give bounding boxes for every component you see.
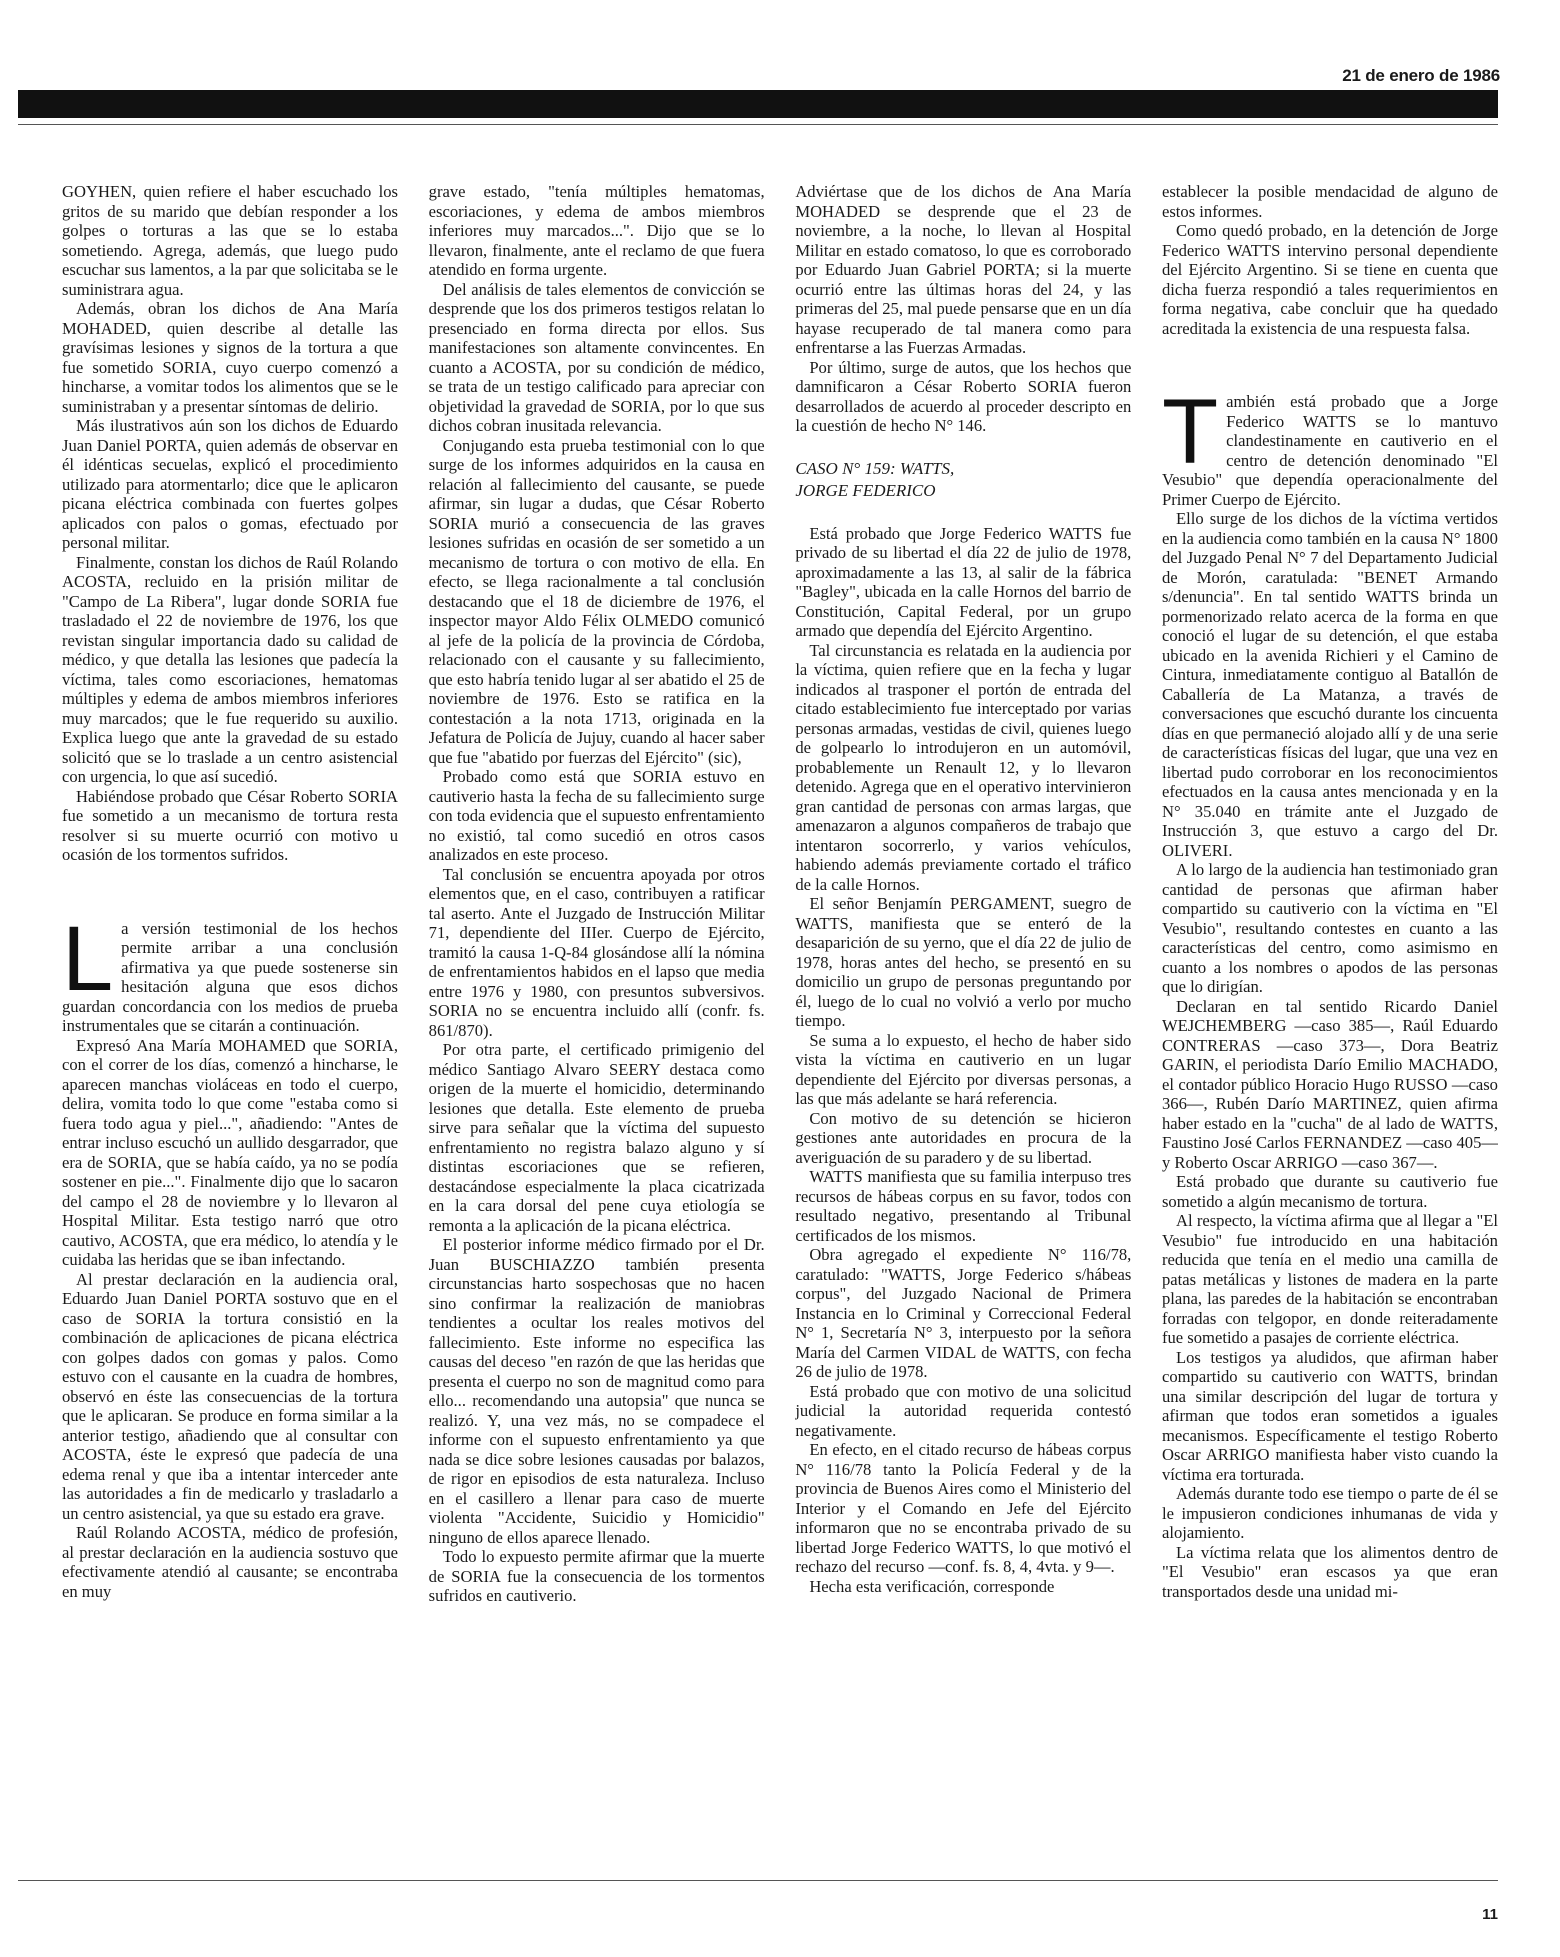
paragraph: Declaran en tal sentido Ricardo Daniel WEJCHEMBERG —caso 385—, Raúl Eduardo CONTRERAS —caso 373—, Dora Beatriz GARIN, el periodista Darío Emilio MACHADO, el contador público Horacio Hugo RUSSO —caso 366—, Rubén Darío MARTINEZ, quien afirma haber estado en la "cucha" de al lado de WATTS, Faustino José Carlos FERNANDEZ —caso 405— y Roberto Oscar ARRIGO —caso 367—. (1161, 996, 1498, 1172)
paragraph: Habiéndose probado que César Roberto SORIA fue sometido a un mecanismo de tortura resta resolver si su muerte ocurrió con motivo u ocasión de los tormentos sufridos. (62, 786, 398, 864)
paragraph: Expresó Ana María MOHAMED que SORIA, con el correr de los días, comenzó a hincharse, le aparecen manchas violáceas en todo el cuerpo, delira, vomita todo lo que come "estaba como si fuera todo agua y piel...", añadiendo: "Antes de entrar incluso escuchó un aullido desgarrador, que era de SORIA, que se había caído, ya no se podía sostener en pie...". Finalmente dijo que lo sacaron del campo el 28 de noviembre y lo llevaron al Hospital Militar. Esta testigo narró que otro cautivo, ACOSTA, que era médico, lo atendía y le cuidaba las heridas que se iban infectando. (62, 1035, 398, 1269)
footer-rule (18, 1880, 1498, 1881)
paragraph: grave estado, "tenía múltiples hematomas, escoriaciones, y edema de ambos miembros inferiores muy marcados...". Dijo que se lo llevaron, finalmente, ante el reclamo de que fuera atendido en forma urgente. (428, 182, 765, 279)
case-heading-line-1: CASO N° 159: WATTS, (795, 458, 955, 478)
issue-date: 21 de enero de 1986 (1342, 66, 1500, 85)
paragraph: Tal conclusión se encuentra apoyada por otros elementos que, en el caso, contribuyen a ratificar tal aserto. Ante el Juzgado de Instrucción Militar 71, dependiente del IIIer. Cuerpo de Ejército, tramitó la causa 1-Q-84 glosándose allí la nómina de enfrentamientos habidos en el lapso que media entre 1976 y 1980, con presuntos subversivos. SORIA no se encuentra incluido allí (confr. fs. 861/870). (428, 864, 765, 1040)
paragraph: Del análisis de tales elementos de convicción se desprende que los dos primeros testigos relatan lo presenciado en forma directa por ellos. Sus manifestaciones son altamente convincentes. En cuanto a ACOSTA, por su condición de médico, se trata de un testigo calificado para apreciar con objetividad la gravedad de SORIA, por lo que sus dichos cobran inusitada relevancia. (428, 279, 765, 435)
paragraph-text: ambién está probado que a Jorge Federico WATTS se lo mantuvo clandestinamente en cautiverio en el centro de detención denominado "El Vesubio" que dependía operacionalmente del Primer Cuerpo de Ejército. (1161, 392, 1498, 509)
paragraph: La víctima relata que los alimentos dentro de "El Vesubio" eran escasos ya que eran transportados desde una unidad mi- (1161, 1542, 1498, 1601)
column-4 (1162, 182, 1498, 1872)
drop-cap: T (1161, 381, 1219, 483)
column-3 (795, 182, 1131, 1872)
header-rule (18, 124, 1498, 125)
paragraph: A lo largo de la audiencia han testimoniado gran cantidad de personas que afirman haber compartido su cautiverio con la víctima en "El Vesubio", resultando contestes en cuanto a las características del centro, como asimismo en cuanto a los nombres o apodos de las personas que lo dirigían. (1161, 860, 1498, 996)
paragraph: Tal circunstancia es relatada en la audiencia por la víctima, quien refiere que en la fecha y lugar indicados al trasponer el portón de entrada del citado establecimiento fue interceptado por varias personas armadas, vestidas de civil, quienes luego de golpearlo lo introdujeron en un automóvil, probablemente un Renault 12, y lo llevaron detenido. Agrega que en el operativo intervinieron gran cantidad de personas con armas largas, que amenazaron a algunos compañeros de trabajo que intentaron socorrerlo, y varios vehículos, habiendo además previamente cortado el tráfico de la calle Hornos. (795, 640, 1132, 894)
paragraph: Adviértase que de los dichos de Ana María MOHADED se desprende que el 23 de noviembre, a la noche, lo llevan al Hospital Militar en estado comatoso, lo que es corroborado por Eduardo Juan Gabriel PORTA; si la muerte ocurrió entre las últimas horas del 24, y las primeras del 25, mal puede pensarse que en un día hayase recuperado de tal manera como para enfrentarse a las Fuerzas Armadas. (795, 182, 1132, 357)
paragraph: Está probado que con motivo de una solicitud judicial la autoridad requerida contestó negativamente. (795, 1381, 1132, 1440)
article-body (62, 182, 1498, 1872)
paragraph: En efecto, en el citado recurso de hábeas corpus N° 116/78 tanto la Policía Federal y de la provincia de Buenos Aires como el Ministerio del Interior y el Comando en Jefe del Ejército informaron que no se encontraba privado de su libertad Jorge Federico WATTS, lo que motivó el rechazo del recurso —conf. fs. 8, 4, 4vta. y 9—. (795, 1440, 1132, 1576)
paragraph: establecer la posible mendacidad de alguno de estos informes. (1161, 182, 1498, 221)
paragraph: Hecha esta verificación, corresponde (809, 1576, 1055, 1596)
paragraph: Como quedó probado, en la detención de Jorge Federico WATTS intervino personal dependiente del Ejército Argentino. Si se tiene en cuenta que dicha fuerza respondió a tales requerimientos en forma negativa, cabe concluir que ha quedado acreditada la existencia de una respuesta falsa. (1161, 221, 1498, 338)
page-number: 11 (1482, 1906, 1498, 1923)
dropcap-paragraph (1161, 381, 1498, 509)
paragraph: Probado como está que SORIA estuvo en cautiverio hasta la fecha de su fallecimiento surge con toda evidencia que el supuesto enfrentamiento no existió, tal como sucedió en otros casos analizados en este proceso. (428, 767, 765, 864)
paragraph: Además, obran los dichos de Ana María MOHADED, quien describe al detalle las gravísimas lesiones y signos de la tortura a que fue sometido SORIA, cuyo cuerpo comenzó a hincharse, a vomitar todos los alimentos que se le suministraban y a presentar síntomas de delirio. (62, 299, 398, 416)
paragraph: Ello surge de los dichos de la víctima vertidos en la audiencia como también en la causa N° 1800 del Juzgado Penal N° 7 del Departamento Judicial de Morón, caratulada: "BENET Armando s/denuncia". En tal sentido WATTS brinda un pormenorizado relato acerca de la forma en que conoció el lugar de su detención, el que estaba ubicado en la avenida Richieri y el Camino de Cintura, inmediatamente contiguo al Batallón de Caballería de La Matanza, a través de conversaciones que escuchó durante los cincuenta días en que permaneció alojado allí y de una serie de características físicas del lugar, que una vez en libertad pudo corroborar en los reconocimientos efectuados en la causa antes mencionada y en la N° 35.040 en trámite ante el Juzgado de Instrucción 3, que estuvo a cargo del Dr. OLIVERI. (1161, 509, 1498, 860)
column-1 (62, 182, 398, 1872)
paragraph: Además durante todo ese tiempo o parte de él se le impusieron condiciones inhumanas de vida y alojamiento. (1161, 1484, 1498, 1542)
paragraph: Los testigos ya aludidos, que afirman haber compartido su cautiverio con WATTS, brindan una similar descripción del lugar de tortura y afirman que todos eran sometidos a iguales mecanismos. Específicamente el testigo Roberto Oscar ARRIGO manifiesta haber visto cuando la víctima era torturada. (1161, 1347, 1498, 1484)
column-2 (429, 182, 765, 1872)
paragraph: Se suma a lo expuesto, el hecho de haber sido vista la víctima en cautiverio en un lugar dependiente del Ejército por diversas personas, a las que más adelante se hará referencia. (795, 1030, 1132, 1108)
paragraph: GOYHEN, quien refiere el haber escuchado los gritos de su marido que debían responder a los golpes o torturas a las que se lo estaba sometiendo. Agrega, además, que luego pudo escuchar sus lamentos, a la par que solicitaba se le suministrara agua. (62, 182, 398, 299)
paragraph: Con motivo de su detención se hicieron gestiones ante autoridades en procura de la averiguación de su paradero y de su libertad. (795, 1108, 1132, 1167)
paragraph: Está probado que Jorge Federico WATTS fue privado de su libertad el día 22 de julio de 1978, aproximadamente a las 13, al salir de la fábrica "Bagley", ubicada en la calle Hornos del barrio de Constitución, Capital Federal, por un grupo armado que dependía del Ejército Argentino. (795, 523, 1132, 640)
header-bar (18, 90, 1498, 118)
paragraph: Obra agregado el expediente N° 116/78, caratulado: "WATTS, Jorge Federico s/hábeas corpus", del Juzgado Nacional de Primera Instancia en lo Criminal y Correccional Federal N° 1, Secretaría N° 3, interpuesto por la señora María del Carmen VIDAL de WATTS, con fecha 26 de julio de 1978. (795, 1245, 1132, 1381)
paragraph: Todo lo expuesto permite afirmar que la muerte de SORIA fue la consecuencia de los tormentos sufridos en cautiverio. (428, 1547, 765, 1605)
paragraph: Raúl Rolando ACOSTA, médico de profesión, al prestar declaración en la audiencia sostuvo que efectivamente atendió al causante; se encontraba en muy (62, 1523, 398, 1601)
paragraph: El posterior informe médico firmado por el Dr. Juan BUSCHIAZZO también presenta circunstancias harto sospechosas que no hacen sino confirmar la realización de maniobras tendientes a ocultar los reales motivos del fallecimiento. Este informe no especifica las causas del deceso "en razón de que las heridas que presenta el cuerpo no son de magnitud como para ello... recomendando una autopsia" que nunca se realizó. Y, una vez más, no se compadece el informe con el supuesto enfrentamiento ya que nada se dice sobre lesiones causadas por balazos, de rigor en episodios de esta naturaleza. Incluso en el casillero a llenar para caso de muerte violenta "Accidente, Suicidio y Homicidio" ninguno de ellos aparece llenado. (428, 1235, 765, 1547)
paragraph: Al respecto, la víctima afirma que al llegar a "El Vesubio" fue introducido en una habitación reducida que tenía en el medio una camilla de patas metálicas y listones de madera en la parte plana, las paredes de la habitación se encontraban forradas con telgopor, en donde reiteradamente fue sometido a pasajes de corriente eléctrica. (1161, 1211, 1498, 1347)
paragraph: Está probado que durante su cautiverio fue sometido a algún mecanismo de tortura. (1161, 1172, 1498, 1211)
case-heading-line-2: JORGE FEDERICO (795, 480, 936, 500)
paragraph: Por último, surge de autos, que los hechos que damnificaron a César Roberto SORIA fueron desarrollados de acuerdo al proceder descripto en la cuestión de hecho N° 146. (795, 357, 1132, 435)
paragraph: Conjugando esta prueba testimonial con lo que surge de los informes adquiridos en la causa en relación al fallecimiento del causante, se puede afirmar, sin lugar a dudas, que César Roberto SORIA murió a consecuencia de las graves lesiones sufridas en ocasión de ser sometido a un mecanismo de tortura o con motivo de ella. En efecto, se llega racionalmente a tal conclusión destacando que el 18 de diciembre de 1976, el inspector mayor Aldo Félix OLMEDO comunicó al jefe de la policía de la provincia de Córdoba, relacionado con el causante y su fallecimiento, que esto habría tenido lugar al ser abatido el 25 de noviembre de 1976. Esto se ratifica en la contestación a la nota 1713, originada en la Jefatura de Policía de Jujuy, cuando al hacer saber que fue "abatido por fuerzas del Ejército" (sic), (428, 435, 765, 767)
paragraph: Al prestar declaración en la audiencia oral, Eduardo Juan Daniel PORTA sostuvo que en el caso de SORIA la tortura consistió en la combinación de aplicaciones de picana eléctrica con golpes dados con gomas y palos. Como estuvo con el causante en la cuadra de hombres, observó en éste las consecuencias de la tortura que le aplicaran. Se produce en forma similar a la anterior testigo, añadiendo que al consultar con ACOSTA, éste le expresó que padecía de una edema renal y que iba a intentar interceder ante las autoridades a fin de medicarlo y trasladarlo a un centro asistencial, ya que su estado era grave. (62, 1269, 398, 1523)
paragraph-text: a versión testimonial de los hechos permite arribar a una conclusión afirmativa ya que puede sostenerse sin hesitación alguna que esos dichos guardan concordancia con los medios de prueba instrumentales que se citarán a continuación. (62, 918, 398, 1035)
case-heading (795, 458, 1131, 502)
paragraph: Finalmente, constan los dichos de Raúl Rolando ACOSTA, recluido en la prisión militar de "Campo de La Ribera", lugar donde SORIA fue trasladado el 22 de noviembre de 1976, los que revistan singular importancia dado su calidad de médico, y que detalla las lesiones que padecía la víctima, tales como escoriaciones, hematomas múltiples y edema de ambos miembros inferiores muy marcados; que le fue requerido su auxilio. Explica luego que ante la gravedad de su estado solicitó que se lo traslade a un centro asistencial con urgencia, lo que así sucedió. (62, 552, 398, 786)
paragraph: Por otra parte, el certificado primigenio del médico Santiago Alvaro SEERY destaca como origen de la muerte el homicidio, determinando lesiones que detalla. Este elemento de prueba sirve para señalar que la víctima del supuesto enfrentamiento no registra balazo alguno y sí distintas escoriaciones que se refieren, destacándose especialmente la placa cicatrizada en la cara dorsal del pene cuya etiología se remonta a la aplicación de la picana eléctrica. (428, 1040, 765, 1235)
paragraph: WATTS manifiesta que su familia interpuso tres recursos de hábeas corpus en su favor, todos con resultado negativo, presentando al Tribunal certificados de los mismos. (795, 1167, 1132, 1245)
paragraph: El señor Benjamín PERGAMENT, suegro de WATTS, manifiesta que se enteró de la desaparición de su yerno, que el día 22 de julio de 1978, horas antes del hecho, se presentó en su domicilio un grupo de personas preguntando por él, luego de lo cual no volvió a verlo por mucho tiempo. (795, 894, 1132, 1030)
paragraph: Más ilustrativos aún son los dichos de Eduardo Juan Daniel PORTA, quien además de observar en él idénticas secuelas, explicó el procedimiento utilizado para atormentarlo; dice que le aplicaron picana eléctrica combinada con fuertes golpes aplicados con palos o gomas, efectuado por personal militar. (62, 416, 398, 552)
drop-cap: L (62, 907, 114, 1010)
dropcap-paragraph (62, 907, 398, 1036)
